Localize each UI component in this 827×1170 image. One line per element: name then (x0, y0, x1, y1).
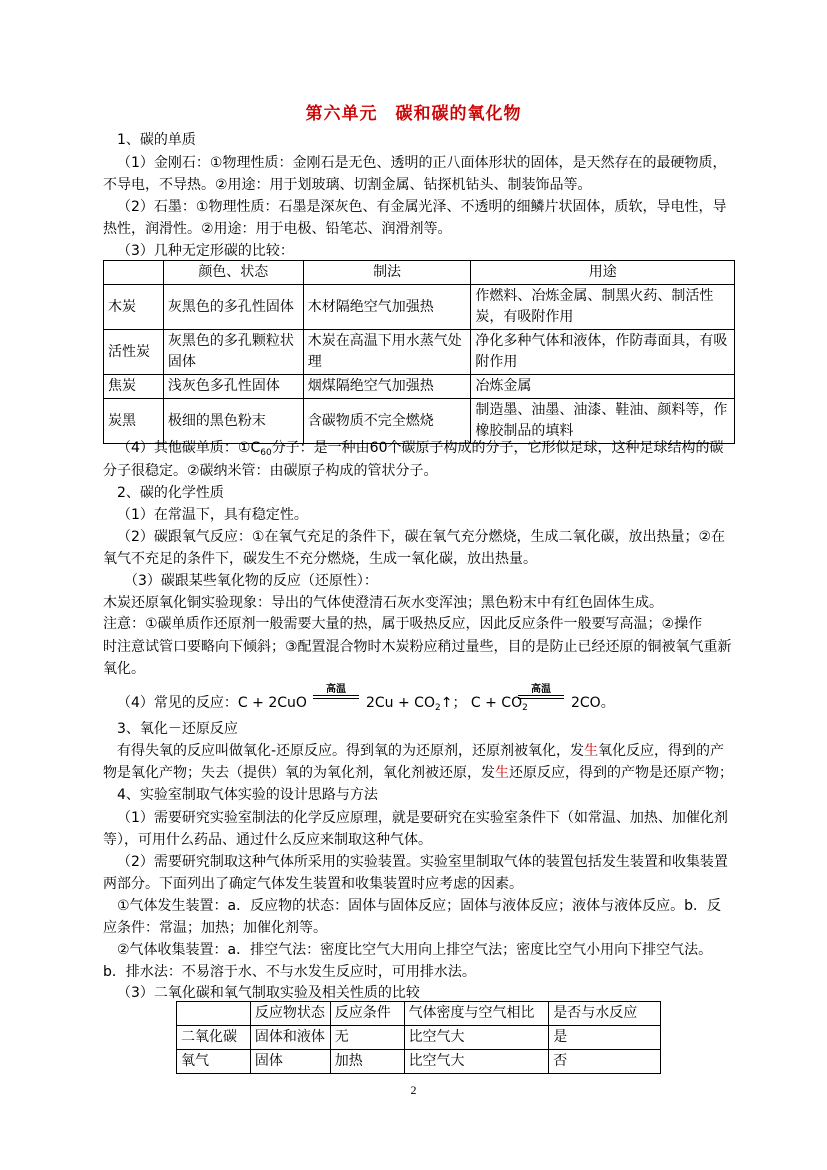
equals-bar (518, 695, 564, 699)
table-header-row (177, 1002, 661, 1026)
page-number: 2 (410, 1083, 417, 1097)
section-heading-4: 4、实验室制取气体实验的设计思路与方法 (117, 787, 378, 803)
paragraph-copper-oxide-experiment: 木炭还原氧化铜实验现象：导出的气体使澄清石灰水变浑浊；黑色粉末中有红色固体生成。 (103, 595, 663, 611)
gas-comparison-table (176, 1001, 661, 1074)
table-cell: 灰黑色的多孔颗粒状固体 (163, 330, 303, 375)
reaction-condition-2 (518, 684, 564, 699)
table-cell: 烟煤隔绝空气加强热 (303, 375, 471, 399)
paragraph-amorphous-carbon: （3）几种无定形碳的比较： (117, 243, 294, 259)
paragraph-note-1: 注意：①碳单质作还原剂一般需要大量的热，属于吸热反应，因此反应条件一般要写高温；②操作 (103, 616, 703, 632)
paragraph-diamond-2: 不导电，不导热。②用途：用于划玻璃、切割金属、钻探机钻头、制装饰品等。 (103, 177, 592, 193)
subscript: 60 (260, 448, 272, 458)
table-header-cell: 用途 (471, 261, 735, 285)
paragraph-lab-apparatus-2: 两部分。下面列出了确定气体发生装置和收集装置时应考虑的因素。 (103, 876, 523, 892)
table-row (104, 285, 735, 330)
paragraph-graphite-1: （2）石墨：①物理性质：石墨是深灰色、有金属光泽、不透明的细鳞片状固体，质软，导电性，导 (117, 199, 727, 215)
table-cell: 加热 (330, 1050, 404, 1074)
table-cell: 固体 (250, 1050, 330, 1074)
table-cell: 木炭 (104, 285, 164, 330)
reaction-lead: （4）常见的反应：C + 2CuO (117, 695, 307, 711)
table-cell: 冶炼金属 (471, 375, 735, 399)
text-span: （4）其他碳单质：①C (117, 440, 261, 456)
paragraph-collector-1: ②气体收集装置：a．排空气法：密度比空气大用向上排空气法；密度比空气小用向下排空气法。 (117, 942, 713, 958)
section-heading-2: 2、碳的化学性质 (117, 485, 224, 501)
table-header-cell: 颜色、状态 (163, 261, 303, 285)
table-row (104, 399, 735, 444)
subscript: 2 (522, 703, 528, 713)
table-cell: 活性炭 (104, 330, 164, 375)
paragraph-note-3: 氧化。 (103, 661, 145, 677)
table-cell: 含碳物质不完全燃烧 (303, 399, 471, 444)
text-span: 还原反应，得到的产物是还原产物； (509, 765, 733, 781)
paragraph-diamond-1: （1）金刚石：①物理性质：金刚石是无色、透明的正八面体形状的固体，是天然存在的最硬物质， (117, 155, 727, 171)
equals-bar (313, 695, 359, 699)
table-cell: 比空气大 (404, 1026, 549, 1050)
table-row (104, 330, 735, 375)
table-cell: 是 (549, 1026, 661, 1050)
table-cell: 极细的黑色粉末 (163, 399, 303, 444)
paragraph-oxygen-reaction-2: 氧气不充足的条件下，碳发生不充分燃烧，生成一氧化碳，放出热量。 (103, 551, 537, 567)
table-cell: 焦炭 (104, 375, 164, 399)
paragraph-comparison: （3）二氧化碳和氧气制取实验及相关性质的比较 (117, 985, 420, 1001)
paragraph-collector-2: b．排水法：不易溶于水、不与水发生反应时，可用排水法。 (103, 964, 476, 980)
paragraph-oxygen-reaction-1: （2）碳跟氧气反应：①在氧气充足的条件下，碳在氧气充分燃烧，生成二氧化碳，放出热量；②在 (117, 529, 726, 545)
paragraph-redox-2 (103, 763, 753, 783)
paragraph-reducibility: （3）碳跟某些氧化物的反应（还原性）： (124, 573, 378, 589)
text-span: 氧化反应，得到的产 (598, 743, 725, 759)
reaction-product-2: 2CO。 (571, 695, 615, 711)
table-cell (104, 261, 164, 285)
amorphous-carbon-table (103, 260, 735, 444)
section-heading-1: 1、碳的单质 (117, 132, 196, 148)
text-span: 有得失氧的反应叫做氧化-还原反应。得到氧的为还原剂，还原剂被氧化，发 (117, 743, 585, 759)
text-span: ↑； C + CO (440, 695, 523, 711)
table-cell: 灰黑色的多孔性固体 (163, 285, 303, 330)
subscript: 2 (434, 703, 441, 713)
table-cell: 木材隔绝空气加强热 (303, 285, 471, 330)
table-cell: 无 (330, 1026, 404, 1050)
paragraph-redox-1 (117, 741, 767, 761)
table-cell: 氧气 (177, 1050, 251, 1074)
table-cell: 木炭在高温下用水蒸气处理 (303, 330, 471, 375)
condition-label: 高温 (326, 684, 346, 695)
table-row (177, 1050, 661, 1074)
reaction-product-1 (366, 692, 528, 713)
highlight-text: 生 (584, 743, 599, 759)
table-header-row (104, 261, 735, 285)
paragraph-note-2: 时注意试管口要略向下倾斜；③配置混合物时木炭粉应稍过量些，目的是防止已经还原的铜被氧气重新 (103, 639, 732, 655)
text-span: 分子：是一种由60个碳原子构成的分子，它形似足球，这种足球结构的碳 (271, 440, 724, 456)
table-header-cell: 是否与水反应 (549, 1002, 661, 1026)
table-cell: 固体和液体 (250, 1026, 330, 1050)
highlight-text: 生 (495, 765, 509, 781)
page-title: 第六单元 碳和碳的氧化物 (305, 104, 522, 124)
paragraph-stability: （1）在常温下，具有稳定性。 (117, 507, 308, 523)
reaction-condition-1 (313, 684, 359, 699)
table-cell (177, 1002, 251, 1026)
table-header-cell: 制法 (303, 261, 471, 285)
table-row (177, 1026, 661, 1050)
table-cell: 净化多种气体和液体，作防毒面具，有吸附作用 (471, 330, 735, 375)
paragraph-lab-apparatus-1: （2）需要研究制取这种气体所采用的实验装置。实验室里制取气体的装置包括发生装置和收集装置 (117, 854, 728, 870)
table-cell: 浅灰色多孔性固体 (163, 375, 303, 399)
section-heading-3: 3、氧化－还原反应 (117, 721, 238, 737)
table-cell: 比空气大 (404, 1050, 549, 1074)
table-cell: 炭黑 (104, 399, 164, 444)
table-header-cell: 反应条件 (330, 1002, 404, 1026)
table-row (104, 375, 735, 399)
table-cell: 作燃料、冶炼金属、制黑火药、制活性炭，有吸附作用 (471, 285, 735, 330)
paragraph-generator-1: ①气体发生装置：a．反应物的状态：固体与固体反应；固体与液体反应；液体与液体反应。b．反 (117, 898, 722, 914)
paragraph-other-carbon-2: 分子很稳定。②碳纳米管：由碳原子构成的管状分子。 (103, 463, 438, 479)
paragraph-lab-principle-1: （1）需要研究实验室制法的化学反应原理，就是要研究在实验室条件下（如常温、加热、加催化剂 (117, 810, 728, 826)
common-reactions-line (117, 684, 767, 714)
paragraph-generator-2: 应条件：常温；加热；加催化剂等。 (103, 920, 327, 936)
table-header-cell: 反应物状态 (250, 1002, 330, 1026)
table-header-cell: 气体密度与空气相比 (404, 1002, 549, 1026)
text-span: 2Cu + CO (366, 695, 435, 711)
paragraph-other-carbon-1 (117, 438, 767, 463)
paragraph-graphite-2: 热性，润滑性。②用途：用于电极、铅笔芯、润滑剂等。 (103, 221, 452, 237)
table-cell: 制造墨、油墨、油漆、鞋油、颜料等，作橡胶制品的填料 (471, 399, 735, 444)
paragraph-lab-principle-2: 等），可用什么药品、通过什么反应来制取这种气体。 (103, 832, 432, 848)
table-cell: 二氧化碳 (177, 1026, 251, 1050)
table-cell: 否 (549, 1050, 661, 1074)
condition-label: 高温 (531, 684, 551, 695)
text-span: 物是氧化产物；失去（提供）氧的为氧化剂，氧化剂被还原，发 (103, 765, 495, 781)
